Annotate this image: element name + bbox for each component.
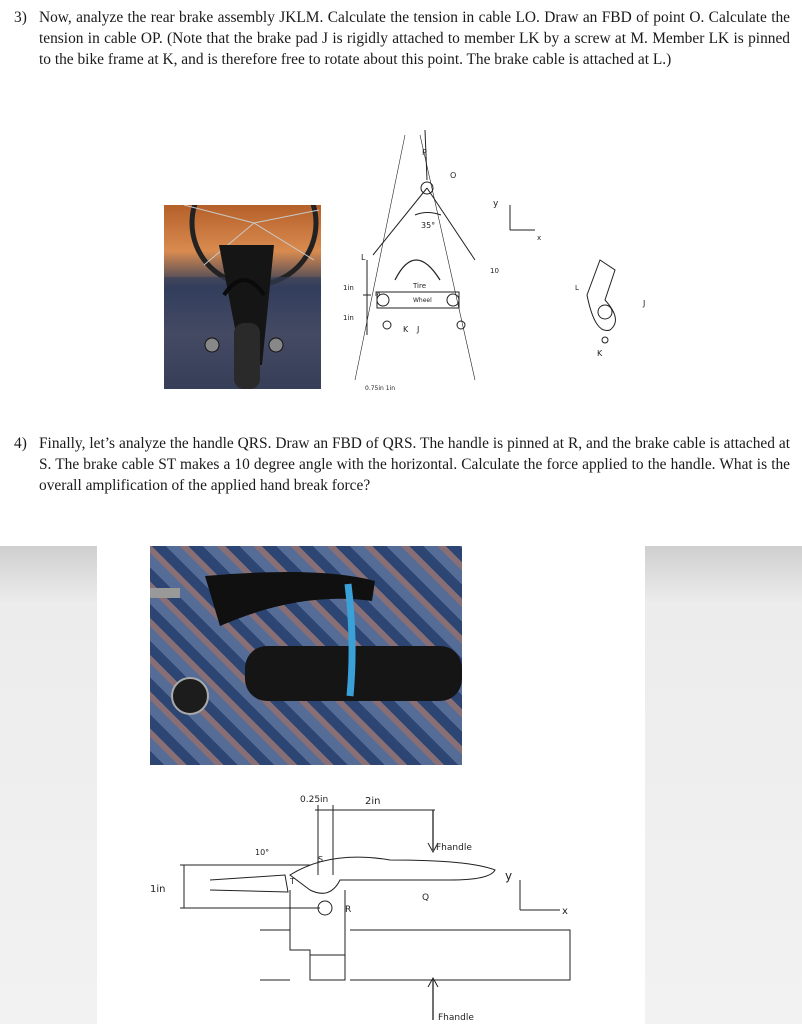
tire <box>234 323 260 389</box>
problem-4-number: 4) <box>14 435 27 452</box>
tire-outline <box>395 260 440 280</box>
cable-end <box>150 588 180 598</box>
label-o: O <box>450 171 457 180</box>
small-label: 10 <box>490 267 499 275</box>
height-label: 1in <box>150 884 166 895</box>
wheel-label: Wheel <box>413 297 432 304</box>
dim-lower-label: 1in <box>343 314 354 322</box>
axis-y-label: y <box>505 869 513 883</box>
problem-4-text: Finally, let’s analyze the handle QRS. Draw an FBD of QRS. The handle is pinned at R, and the brake cable is attached at S. The brake cable ST makes a 10 degree angle with the horizontal. Calculate the force applied to the handle. What is the overall amplification of the applied hand break force? <box>39 435 790 494</box>
member-lk-fbd <box>587 260 615 331</box>
rear-brake-photo <box>164 205 321 389</box>
label-q: Q <box>422 893 430 903</box>
problem-4 <box>14 433 790 496</box>
handlebar-outline <box>350 930 570 980</box>
blue-band <box>348 584 352 696</box>
problem-3-number: 3) <box>14 9 27 26</box>
adjuster-knob <box>172 678 208 714</box>
fbd-pad <box>598 305 612 319</box>
rear-brake-sketch <box>325 120 665 400</box>
label-j: J <box>417 325 420 334</box>
angle-label-10: 10° <box>255 848 270 857</box>
label-s: S <box>318 855 324 864</box>
pin-r <box>318 901 332 915</box>
dim-short-label: 0.25in <box>300 795 329 805</box>
cable-housing <box>210 875 288 892</box>
force-bottom-label: Fhandle <box>438 1013 474 1023</box>
dim-long-label: 2in <box>365 796 381 807</box>
problem-3 <box>14 7 790 70</box>
dim-bottom-label: 0.75in 1in <box>365 385 396 392</box>
label-k: K <box>403 325 409 334</box>
rear-brake-photo-art <box>164 205 321 389</box>
mount-left <box>290 890 310 980</box>
force-top-label: Fhandle <box>436 843 472 853</box>
fbd-label-k: K <box>597 349 603 358</box>
fbd-label-j: J <box>643 299 646 308</box>
pivot-k <box>383 321 391 329</box>
label-t: T <box>290 877 295 886</box>
cable-lo-left <box>373 188 427 255</box>
label-r: R <box>345 905 352 915</box>
handle-photo <box>150 546 462 765</box>
label-l: L <box>361 253 366 262</box>
problem-3-text: Now, analyze the rear brake assembly JKLM. Calculate the tension in cable LO. Draw an FBD of point O. Calculate the tension in cable OP. (Note that the brake pad J is rigidly attached to member LK by a screw at M. Member LK is pinned to the bike frame at K, and is therefore free to rotate about this point. The brake cable is attached at L.) <box>39 9 790 68</box>
dim-upper-label: 1in <box>343 284 354 292</box>
axis-x-label: x <box>537 234 542 242</box>
angle-arc <box>415 213 441 216</box>
label-p: P <box>422 148 427 157</box>
pivot-k-right <box>457 321 465 329</box>
frame-line-right <box>420 135 475 380</box>
label-m: M <box>375 291 381 298</box>
brake-bolt-left <box>205 338 219 352</box>
angle-label: 35° <box>421 221 436 230</box>
axis-x-label: x <box>562 906 568 917</box>
fbd-label-l: L <box>575 284 579 292</box>
clamp <box>310 955 345 980</box>
tire-label: Tire <box>413 282 427 290</box>
handle-photo-art <box>150 546 462 765</box>
axis-y-label: y <box>493 199 499 209</box>
brake-bolt-right <box>269 338 283 352</box>
handle-sketch <box>150 780 630 1024</box>
fbd-pivot <box>602 337 608 343</box>
